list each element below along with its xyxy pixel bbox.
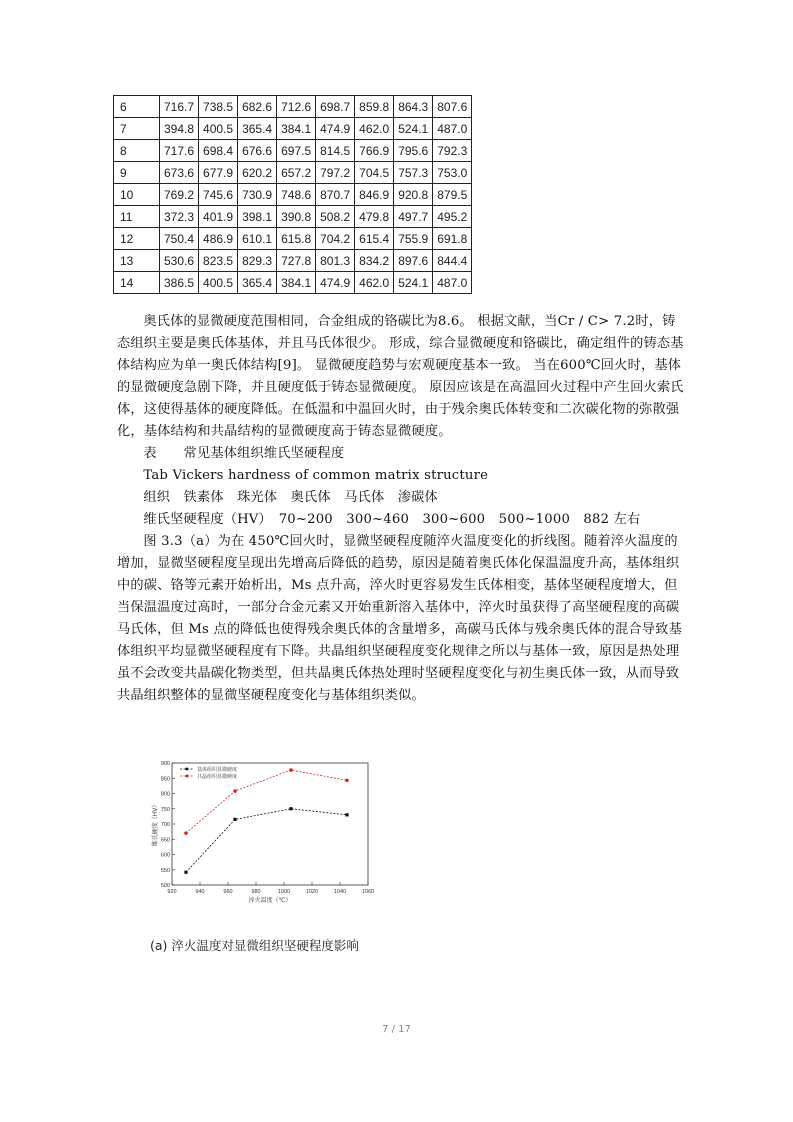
page-number: 7 / 17 [382,1024,411,1035]
row-index-cell: 10 [114,184,160,206]
value-cell: 753.0 [433,162,472,184]
data-point [184,831,188,835]
table-row [114,184,472,206]
value-cell: 673.6 [160,162,199,184]
value-cell: 745.6 [199,184,238,206]
x-tick-label: 1020 [305,889,319,895]
value-cell: 704.2 [316,228,355,250]
value-cell: 384.1 [277,118,316,140]
table-row [114,206,472,228]
value-cell: 462.0 [355,272,394,294]
value-cell: 814.5 [316,140,355,162]
value-cell: 697.5 [277,140,316,162]
data-point [289,768,293,772]
value-cell: 698.7 [316,96,355,118]
value-cell: 795.6 [394,140,433,162]
value-cell: 879.5 [433,184,472,206]
x-tick-label: 1000 [277,889,291,895]
row-index-cell: 14 [114,272,160,294]
row-index-cell: 9 [114,162,160,184]
value-cell: 497.7 [394,206,433,228]
value-cell: 716.7 [160,96,199,118]
paragraph-austenite-hardness: 奥氏体的显微硬度范围相同，合金组成的铬碳比为8.6。 根据文献，当Cr / C> 7.2时，铸态组织主要是奥氏体基体，并且马氏体很少。 形成，综合显微硬度和铬碳比，确定组件的铸态基体结构应为单一奥氏体结构[9]。 显微硬度趋势与宏观硬度基本一致。 当在600℃回火时，基体的显微硬度急剧下降，并且硬度低于铸态显微硬度。 原因应该是在高温回火过程中产生回火索氏体，这使得基体的硬度降低。在低温和中温回火时，由于残余奥氏体转变和二次碳化物的弥散强化，基体结构和共晶结构的显微硬度高于铸态显微硬度。 [117,314,684,439]
value-cell: 401.9 [199,206,238,228]
y-tick-label: 650 [160,837,170,844]
row-index-cell: 6 [114,96,160,118]
legend-entry: 基体组织显微硬度 [197,767,238,773]
value-cell: 479.8 [355,206,394,228]
table-row [114,228,472,250]
value-cell: 398.1 [238,206,277,228]
table-row [114,272,472,294]
y-tick-label: 550 [160,867,170,874]
value-cell: 792.3 [433,140,472,162]
value-cell: 844.4 [433,250,472,272]
data-point [233,789,237,793]
y-tick-label: 500 [160,883,170,889]
x-tick-label: 1040 [333,889,347,895]
value-cell: 365.4 [238,118,277,140]
data-point [289,807,292,810]
value-cell: 864.3 [394,96,433,118]
value-cell: 823.5 [199,250,238,272]
value-cell: 394.8 [160,118,199,140]
value-cell: 712.6 [277,96,316,118]
x-tick-label: 1060 [361,889,375,895]
row-index-cell: 8 [114,140,160,162]
value-cell: 400.5 [199,118,238,140]
value-cell: 495.2 [433,206,472,228]
value-cell: 859.8 [355,96,394,118]
value-cell: 524.1 [394,118,433,140]
value-cell: 615.4 [355,228,394,250]
x-tick-label: 960 [223,889,233,895]
y-tick-label: 700 [160,822,170,828]
value-cell: 372.3 [160,206,199,228]
row-index-cell: 13 [114,250,160,272]
row-index-cell: 11 [114,206,160,228]
data-point [184,871,187,874]
y-axis-label: 维氏硬度（HV） [152,801,159,847]
value-cell: 384.1 [277,272,316,294]
value-cell: 829.3 [238,250,277,272]
value-cell: 748.6 [277,184,316,206]
table-title-en: Tab Vickers hardness of common matrix structure [143,468,489,483]
table-row [114,162,472,184]
value-cell: 508.2 [316,206,355,228]
series-line [186,809,347,872]
value-cell: 755.9 [394,228,433,250]
hardness-row: 维氏坚硬程度（HV） 70~200 300~460 300~600 500~1000 882 左右 [143,512,641,527]
value-cell: 400.5 [199,272,238,294]
value-cell: 682.6 [238,96,277,118]
value-cell: 610.1 [238,228,277,250]
value-cell: 738.5 [199,96,238,118]
x-axis-label: 淬火温度（℃） [248,897,292,904]
value-cell: 530.6 [160,250,199,272]
value-cell: 676.6 [238,140,277,162]
quench-temperature-chart [150,755,395,915]
plot-frame [172,763,368,885]
value-cell: 677.9 [199,162,238,184]
value-cell: 846.9 [355,184,394,206]
legend-entry: 共晶组织显微硬度 [197,774,238,780]
x-tick-label: 920 [167,889,177,895]
value-cell: 365.4 [238,272,277,294]
data-point [345,813,348,816]
row-index-cell: 7 [114,118,160,140]
table-row [114,118,472,140]
value-cell: 487.0 [433,118,472,140]
value-cell: 386.5 [160,272,199,294]
value-cell: 717.6 [160,140,199,162]
value-cell: 704.5 [355,162,394,184]
value-cell: 807.6 [433,96,472,118]
table-row [114,250,472,272]
y-tick-label: 850 [160,776,170,783]
value-cell: 474.9 [316,272,355,294]
value-cell: 730.9 [238,184,277,206]
row-index-cell: 12 [114,228,160,250]
value-cell: 797.2 [316,162,355,184]
value-cell: 801.3 [316,250,355,272]
value-cell: 474.9 [316,118,355,140]
value-cell: 769.2 [160,184,199,206]
x-tick-label: 940 [195,889,205,895]
value-cell: 462.0 [355,118,394,140]
table-row [114,140,472,162]
structure-row: 组织 铁素体 珠光体 奥氏体 马氏体 渗碳体 [143,490,438,505]
legend-marker [186,768,189,771]
value-cell: 897.6 [394,250,433,272]
legend-marker [186,775,189,778]
value-cell: 870.7 [316,184,355,206]
value-cell: 834.2 [355,250,394,272]
value-cell: 524.1 [394,272,433,294]
table-row [114,96,472,118]
value-cell: 487.0 [433,272,472,294]
value-cell: 486.9 [199,228,238,250]
data-point [233,818,236,821]
value-cell: 698.4 [199,140,238,162]
paragraph-quench-temperature: 图 3.3（a）为在 450℃回火时，显微坚硬程度随淬火温度变化的折线图。随着淬火温度的增加，显微坚硬程度呈现出先增高后降低的趋势，原因是随着奥氏体化保温温度升高，基体组织中的碳、铬等元素开始析出，Ms 点升高，淬火时更容易发生氏体相变，基体坚硬程度增大，但当保温温度过高时，一部分合金元素又开始重新溶入基体中，淬火时虽获得了高坚硬程度的高碳马氏体，但 Ms 点的降低也使得残余奥氏体的含量增多，高碳马氏体与残余奥氏体的混合导致基体组织平均显微坚硬程度有下降。共晶组织坚硬程度变化规律之所以与基体一致，原因是热处理虽不会改变共晶碳化物类型，但共晶奥氏体热处理时坚硬程度变化与初生奥氏体一致，从而导致共晶组织整体的显微坚硬程度变化与基体组织类似。 [117,534,682,703]
value-cell: 757.3 [394,162,433,184]
figure-caption: (a) 淬火温度对显微组织坚硬程度影响 [150,938,359,953]
value-cell: 920.8 [394,184,433,206]
value-cell: 657.2 [277,162,316,184]
value-cell: 727.8 [277,250,316,272]
value-cell: 691.8 [433,228,472,250]
value-cell: 620.2 [238,162,277,184]
y-tick-label: 900 [160,761,170,767]
hardness-data-table [113,95,472,294]
y-tick-label: 750 [160,806,170,813]
value-cell: 390.8 [277,206,316,228]
value-cell: 750.4 [160,228,199,250]
y-tick-label: 600 [160,852,170,859]
body-text [117,311,686,707]
table-title-cn: 表 常见基体组织维氏坚硬程度 [143,446,345,461]
y-tick-label: 800 [160,791,170,798]
value-cell: 615.8 [277,228,316,250]
data-point [345,779,349,783]
x-tick-label: 980 [251,889,261,895]
value-cell: 766.9 [355,140,394,162]
